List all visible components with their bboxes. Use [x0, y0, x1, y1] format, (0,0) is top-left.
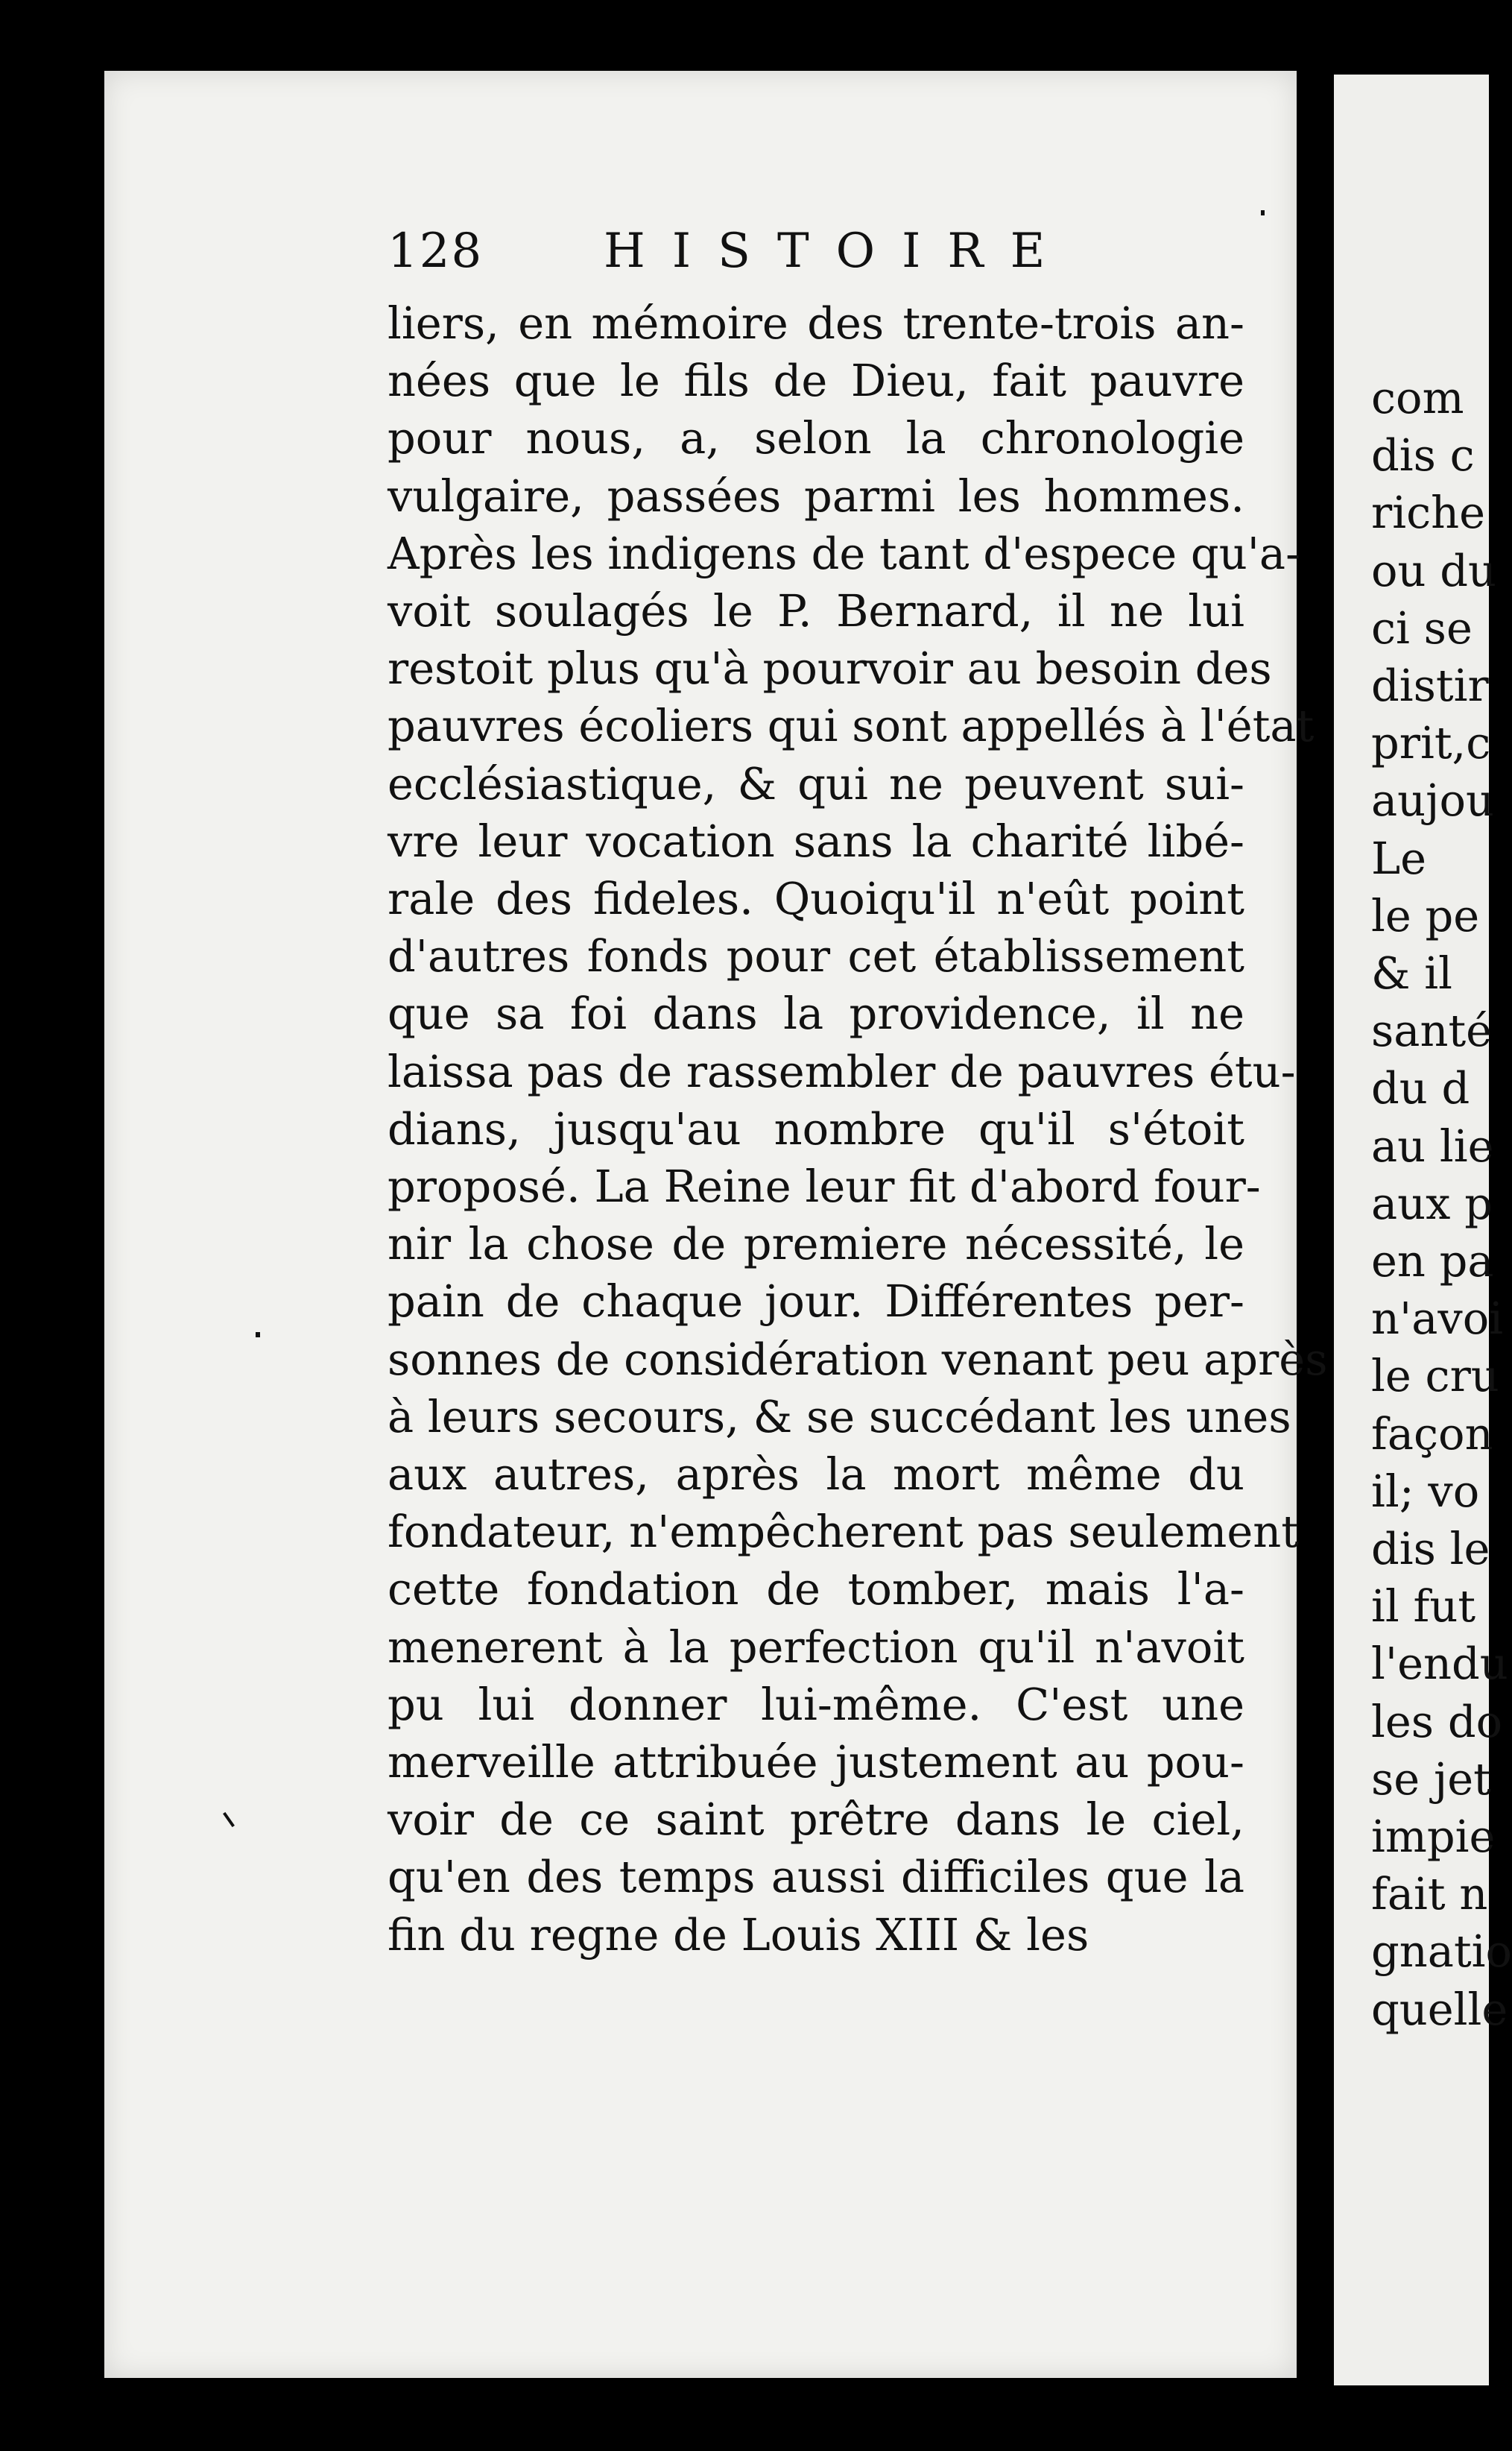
page-header	[388, 224, 1072, 283]
text-line: prit,c	[1371, 717, 1491, 769]
text-line: com	[1371, 372, 1464, 423]
text-line: ou du	[1371, 544, 1497, 596]
right-page-text	[1371, 369, 1512, 2038]
text-line: cette fondation de tomber, mais l'a-	[388, 1563, 1244, 1615]
text-line: fin du regne de Louis XIII & les	[388, 1908, 1089, 1961]
text-line: nir la chose de premiere nécessité, le	[388, 1218, 1244, 1270]
text-line: pauvres écoliers qui sont appellés à l'état	[388, 700, 1315, 752]
text-line: liers, en mémoire des trente-trois an-	[388, 297, 1244, 349]
text-line: restoit plus qu'à pourvoir au besoin des	[388, 643, 1272, 695]
text-line: le pe	[1371, 889, 1480, 941]
text-line: proposé. La Reine leur fit d'abord four-	[388, 1161, 1261, 1213]
text-line: le cru	[1371, 1350, 1499, 1402]
text-line: ci se	[1371, 602, 1473, 654]
text-line: ecclésiastique, & qui ne peuvent sui-	[388, 757, 1244, 810]
text-line: voit soulagés le P. Bernard, il ne lui	[388, 585, 1244, 637]
text-line: pour nous, a, selon la chronologie	[388, 412, 1244, 464]
text-line: vre leur vocation sans la charité libé-	[388, 815, 1244, 867]
text-line: Après les indigens de tant d'espece qu'a-	[388, 527, 1301, 579]
text-line: voir de ce saint prêtre dans le ciel,	[388, 1794, 1244, 1846]
running-title: HISTOIRE	[604, 224, 1072, 279]
text-line: aux autres, après la mort même du	[388, 1448, 1244, 1501]
decorative-dot	[1261, 210, 1265, 215]
text-line: au lie	[1371, 1120, 1494, 1172]
text-line: fondateur, n'empêcherent pas seulement	[388, 1506, 1299, 1558]
text-line: façon	[1371, 1407, 1493, 1460]
right-page	[1334, 75, 1512, 2385]
text-line: dians, jusqu'au nombre qu'il s'étoit	[388, 1103, 1244, 1155]
text-line: dis c	[1371, 429, 1475, 482]
text-line: nées que le fils de Dieu, fait pauvre	[388, 355, 1244, 407]
text-line: fait n	[1371, 1868, 1488, 1920]
text-line: menerent à la perfection qu'il n'avoit	[388, 1621, 1244, 1673]
text-line: quelle	[1371, 1983, 1508, 2035]
text-line: dis le	[1371, 1523, 1490, 1575]
text-line: qu'en des temps aussi difficiles que la	[388, 1851, 1244, 1903]
page-body-text	[388, 294, 1328, 1963]
text-line: aux p	[1371, 1177, 1493, 1229]
text-line: il fut	[1371, 1580, 1476, 1633]
text-line: distir	[1371, 660, 1489, 712]
text-line: Le	[1371, 832, 1427, 884]
text-line: il; vo	[1371, 1465, 1480, 1517]
text-line: l'endu	[1371, 1638, 1508, 1690]
text-line: merveille attribuée justement au pou-	[388, 1736, 1244, 1788]
text-line: se jet	[1371, 1753, 1491, 1805]
decorative-dot	[256, 1332, 260, 1337]
text-line: laissa pas de rassembler de pauvres étu-	[388, 1045, 1296, 1097]
text-line: à leurs secours, & se succédant les unes	[388, 1390, 1291, 1442]
text-line: aujou	[1371, 775, 1494, 827]
text-line: en pa	[1371, 1235, 1494, 1287]
text-line: santé	[1371, 1005, 1493, 1057]
page-number: 128	[388, 224, 484, 279]
text-line: les do	[1371, 1695, 1503, 1747]
text-line: & il	[1371, 947, 1453, 1000]
text-line: riche	[1371, 487, 1486, 539]
text-line: gnatio	[1371, 1925, 1512, 1978]
text-line: rale des fideles. Quoiqu'il n'eût point	[388, 873, 1244, 925]
text-line: vulgaire, passées parmi les hommes.	[388, 470, 1244, 522]
text-line: du d	[1371, 1062, 1470, 1114]
text-line: que sa foi dans la providence, il ne	[388, 988, 1244, 1040]
text-line: n'avoi	[1371, 1293, 1504, 1345]
text-line: pu lui donner lui-même. C'est une	[388, 1678, 1244, 1730]
text-line: sonnes de considération venant peu après	[388, 1333, 1328, 1385]
text-line: pain de chaque jour. Différentes per-	[388, 1275, 1244, 1328]
text-line: d'autres fonds pour cet établissement	[388, 930, 1244, 982]
text-line: impie	[1371, 1811, 1496, 1863]
